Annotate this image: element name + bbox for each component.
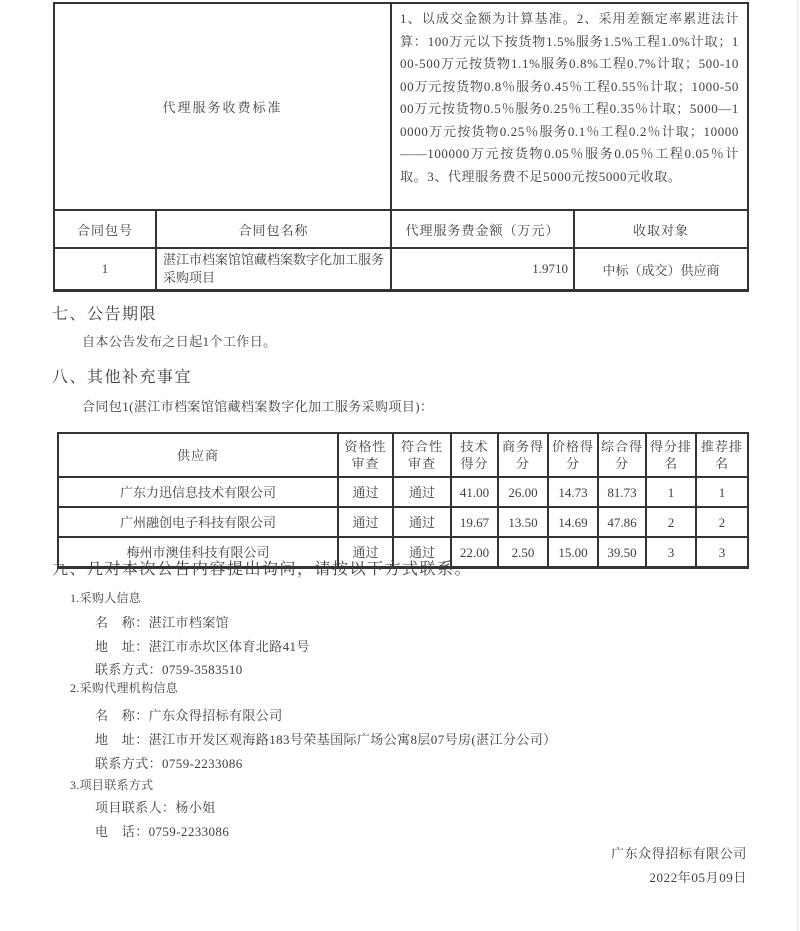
section7-heading: 七、公告期限	[52, 306, 158, 323]
purchaser-info-label: 1.采购人信息	[70, 591, 142, 605]
purchaser-name: 名 称：湛江市档案馆	[95, 615, 230, 630]
page-edge-line	[797, 0, 799, 931]
package-name-cell: 湛江市档案馆馆藏档案数字化加工服务采购项目	[156, 248, 391, 291]
footer-date: 2022年05月09日	[649, 870, 747, 885]
col-header-charge-target: 收取对象	[574, 210, 748, 248]
fee-standard-label: 代理服务收费标准	[54, 3, 391, 210]
col-header-business-score: 商务得分	[498, 433, 548, 477]
col-header-price-score: 价格得分	[548, 433, 598, 477]
score-row-1	[58, 477, 748, 507]
price-score: 14.73	[548, 477, 598, 507]
score-rank: 3	[646, 537, 696, 568]
agency-info-label: 2.采购代理机构信息	[70, 681, 179, 695]
col-header-score-rank: 得分排名	[646, 433, 696, 477]
conformity-result: 通过	[393, 537, 451, 568]
agency-address: 地 址：湛江市开发区观海路183号荣基国际广场公寓8层07号房(湛江分公司）	[95, 732, 557, 747]
col-header-package-no: 合同包号	[54, 210, 156, 248]
conformity-result: 通过	[393, 507, 451, 537]
project-contact-person: 项目联系人：杨小姐	[95, 800, 216, 815]
fee-standard-text: 1、以成交金额为计算基准。2、采用差额定率累进法计算：100万元以下按货物1.5%服务1.5%工程1.0%计取；100-500万元按货物1.1%服务0.8%工程0.7%计取；500-1000万元按货物0.8％服务0.45％工程0.55％计取；1000-5000万元按货物0.5％服务0.25％工程0.35％计取；5000—10000万元按货物0.25％服务0.1％工程0.2％计取；10000——100000万元按货物0.05％服务0.05％工程0.05％计取。3、代理服务费不足5000元按5000元收取。	[391, 3, 748, 210]
section8-body: 合同包1(湛江市档案馆馆藏档案数字化加工服务采购项目)：	[82, 399, 434, 414]
price-score: 14.69	[548, 507, 598, 537]
total-score: 39.50	[598, 537, 646, 568]
qualification-result: 通过	[338, 537, 393, 568]
col-header-fee-amount: 代理服务费金额（万元）	[391, 210, 574, 248]
supplier-name: 广州融创电子科技有限公司	[58, 507, 338, 537]
conformity-result: 通过	[393, 477, 451, 507]
qualification-result: 通过	[338, 507, 393, 537]
recommend-rank: 2	[696, 507, 748, 537]
supplier-score-table	[57, 432, 749, 569]
price-score: 15.00	[548, 537, 598, 568]
score-rank: 1	[646, 477, 696, 507]
col-header-recommend-rank: 推荐排名	[696, 433, 748, 477]
technical-score: 19.67	[451, 507, 498, 537]
purchaser-address: 地 址：湛江市赤坎区体育北路41号	[95, 639, 310, 654]
recommend-rank: 3	[696, 537, 748, 568]
col-header-total-score: 综合得分	[598, 433, 646, 477]
contract-package-table	[53, 2, 749, 292]
project-contact-label: 3.项目联系方式	[70, 778, 154, 792]
fee-standard-row	[54, 3, 748, 210]
section9-heading: 九、凡对本次公告内容提出询问，请按以下方式联系。	[52, 561, 473, 578]
score-rank: 2	[646, 507, 696, 537]
business-score: 13.50	[498, 507, 548, 537]
section7-body: 自本公告发布之日起1个工作日。	[82, 334, 277, 349]
score-header-row	[58, 433, 748, 477]
technical-score: 22.00	[451, 537, 498, 568]
col-header-technical-score: 技术得分	[451, 433, 498, 477]
project-contact-phone: 电 话：0759-2233086	[95, 824, 230, 839]
fee-amount-cell: 1.9710	[391, 248, 574, 291]
agency-contact: 联系方式：0759-2233086	[95, 756, 243, 771]
total-score: 81.73	[598, 477, 646, 507]
supplier-name: 广东力迅信息技术有限公司	[58, 477, 338, 507]
col-header-package-name: 合同包名称	[156, 210, 391, 248]
score-row-2	[58, 507, 748, 537]
col-header-qualification-review: 资格性审查	[338, 433, 393, 477]
total-score: 47.86	[598, 507, 646, 537]
footer-company: 广东众得招标有限公司	[610, 846, 747, 861]
business-score: 2.50	[498, 537, 548, 568]
technical-score: 41.00	[451, 477, 498, 507]
supplier-name: 梅州市澳佳科技有限公司	[58, 537, 338, 568]
recommend-rank: 1	[696, 477, 748, 507]
col-header-supplier: 供应商	[58, 433, 338, 477]
purchaser-contact: 联系方式：0759-3583510	[95, 662, 243, 677]
business-score: 26.00	[498, 477, 548, 507]
qualification-result: 通过	[338, 477, 393, 507]
package-no-cell: 1	[54, 248, 156, 291]
contract-header-row	[54, 210, 748, 248]
charge-target-cell: 中标（成交）供应商	[574, 248, 748, 291]
col-header-conformity-review: 符合性审查	[393, 433, 451, 477]
section8-heading: 八、其他补充事宜	[52, 369, 193, 386]
agency-name: 名 称：广东众得招标有限公司	[95, 708, 283, 723]
contract-data-row	[54, 248, 748, 291]
